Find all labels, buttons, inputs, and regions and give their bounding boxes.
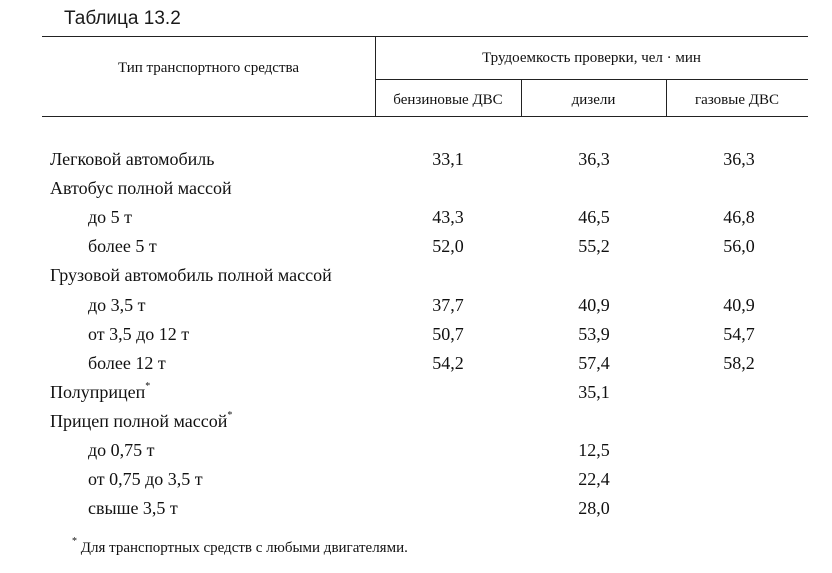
row-label-text: более 5 т <box>88 236 157 256</box>
footnote-mark: * <box>72 536 77 547</box>
row-label <box>88 498 178 518</box>
value-cell: 56,0 <box>723 236 755 256</box>
row-label <box>50 382 150 402</box>
footnote-text: Для транспортных средств с любыми двигателями. <box>77 540 408 556</box>
footnote-mark: * <box>227 410 233 421</box>
table-subheader-rule <box>375 79 808 80</box>
value-cell: 36,3 <box>723 149 755 169</box>
row-label-text: свыше 3,5 т <box>88 498 178 518</box>
header-labor-intensity: Трудоемкость проверки, чел · мин <box>482 50 701 66</box>
footnote <box>72 536 408 557</box>
value-cell: 46,5 <box>578 207 610 227</box>
value-cell: 53,9 <box>578 324 610 344</box>
row-label-text: Легковой автомобиль <box>50 149 215 169</box>
row-label-text: Грузовой автомобиль полной массой <box>50 265 332 285</box>
value-cell: 40,9 <box>723 295 755 315</box>
row-label <box>88 324 189 344</box>
row-label <box>88 207 132 227</box>
row-label-text: Автобус полной массой <box>50 178 232 198</box>
value-cell: 58,2 <box>723 353 755 373</box>
value-cell: 46,8 <box>723 207 755 227</box>
header-gasoline-engines: бензиновые ДВС <box>393 92 503 108</box>
row-label <box>88 353 166 373</box>
header-vehicle-type: Тип транспортного средства <box>117 60 300 76</box>
value-cell: 54,2 <box>432 353 464 373</box>
table-caption: Таблица 13.2 <box>64 8 181 29</box>
value-cell: 37,7 <box>432 295 464 315</box>
row-label-text: до 5 т <box>88 207 133 227</box>
row-label <box>88 295 146 315</box>
value-cell: 28,0 <box>578 498 610 518</box>
table-top-rule <box>42 36 808 37</box>
row-label-text: от 3,5 до 12 т <box>88 324 190 344</box>
row-label-text: до 0,75 т <box>88 440 155 460</box>
value-cell: 55,2 <box>578 236 610 256</box>
value-cell: 54,7 <box>723 324 755 344</box>
row-label <box>88 440 155 460</box>
row-label-text: до 3,5 т <box>88 295 146 315</box>
row-label <box>50 265 332 285</box>
row-label-text: от 0,75 до 3,5 т <box>88 469 203 489</box>
row-label-text: Прицеп полной массой <box>50 411 228 431</box>
row-label <box>50 411 232 431</box>
value-cell: 22,4 <box>578 469 610 489</box>
value-cell: 50,7 <box>432 324 464 344</box>
footnote-mark: * <box>145 381 151 392</box>
value-cell: 33,1 <box>432 149 464 169</box>
value-cell: 57,4 <box>578 353 610 373</box>
table-header-bottom-rule <box>42 116 808 117</box>
value-cell: 43,3 <box>432 207 464 227</box>
value-cell: 52,0 <box>432 236 464 256</box>
row-label <box>88 469 203 489</box>
header-diesel-engines: дизели <box>571 92 616 108</box>
row-label <box>50 178 232 198</box>
header-gas-engines: газовые ДВС <box>695 92 779 108</box>
row-label-text: Полуприцеп <box>50 382 146 402</box>
row-label-text: более 12 т <box>88 353 166 373</box>
value-cell: 12,5 <box>578 440 610 460</box>
value-cell: 36,3 <box>578 149 610 169</box>
value-cell: 35,1 <box>578 382 610 402</box>
row-label <box>50 149 215 169</box>
row-label <box>88 236 157 256</box>
value-cell: 40,9 <box>578 295 610 315</box>
